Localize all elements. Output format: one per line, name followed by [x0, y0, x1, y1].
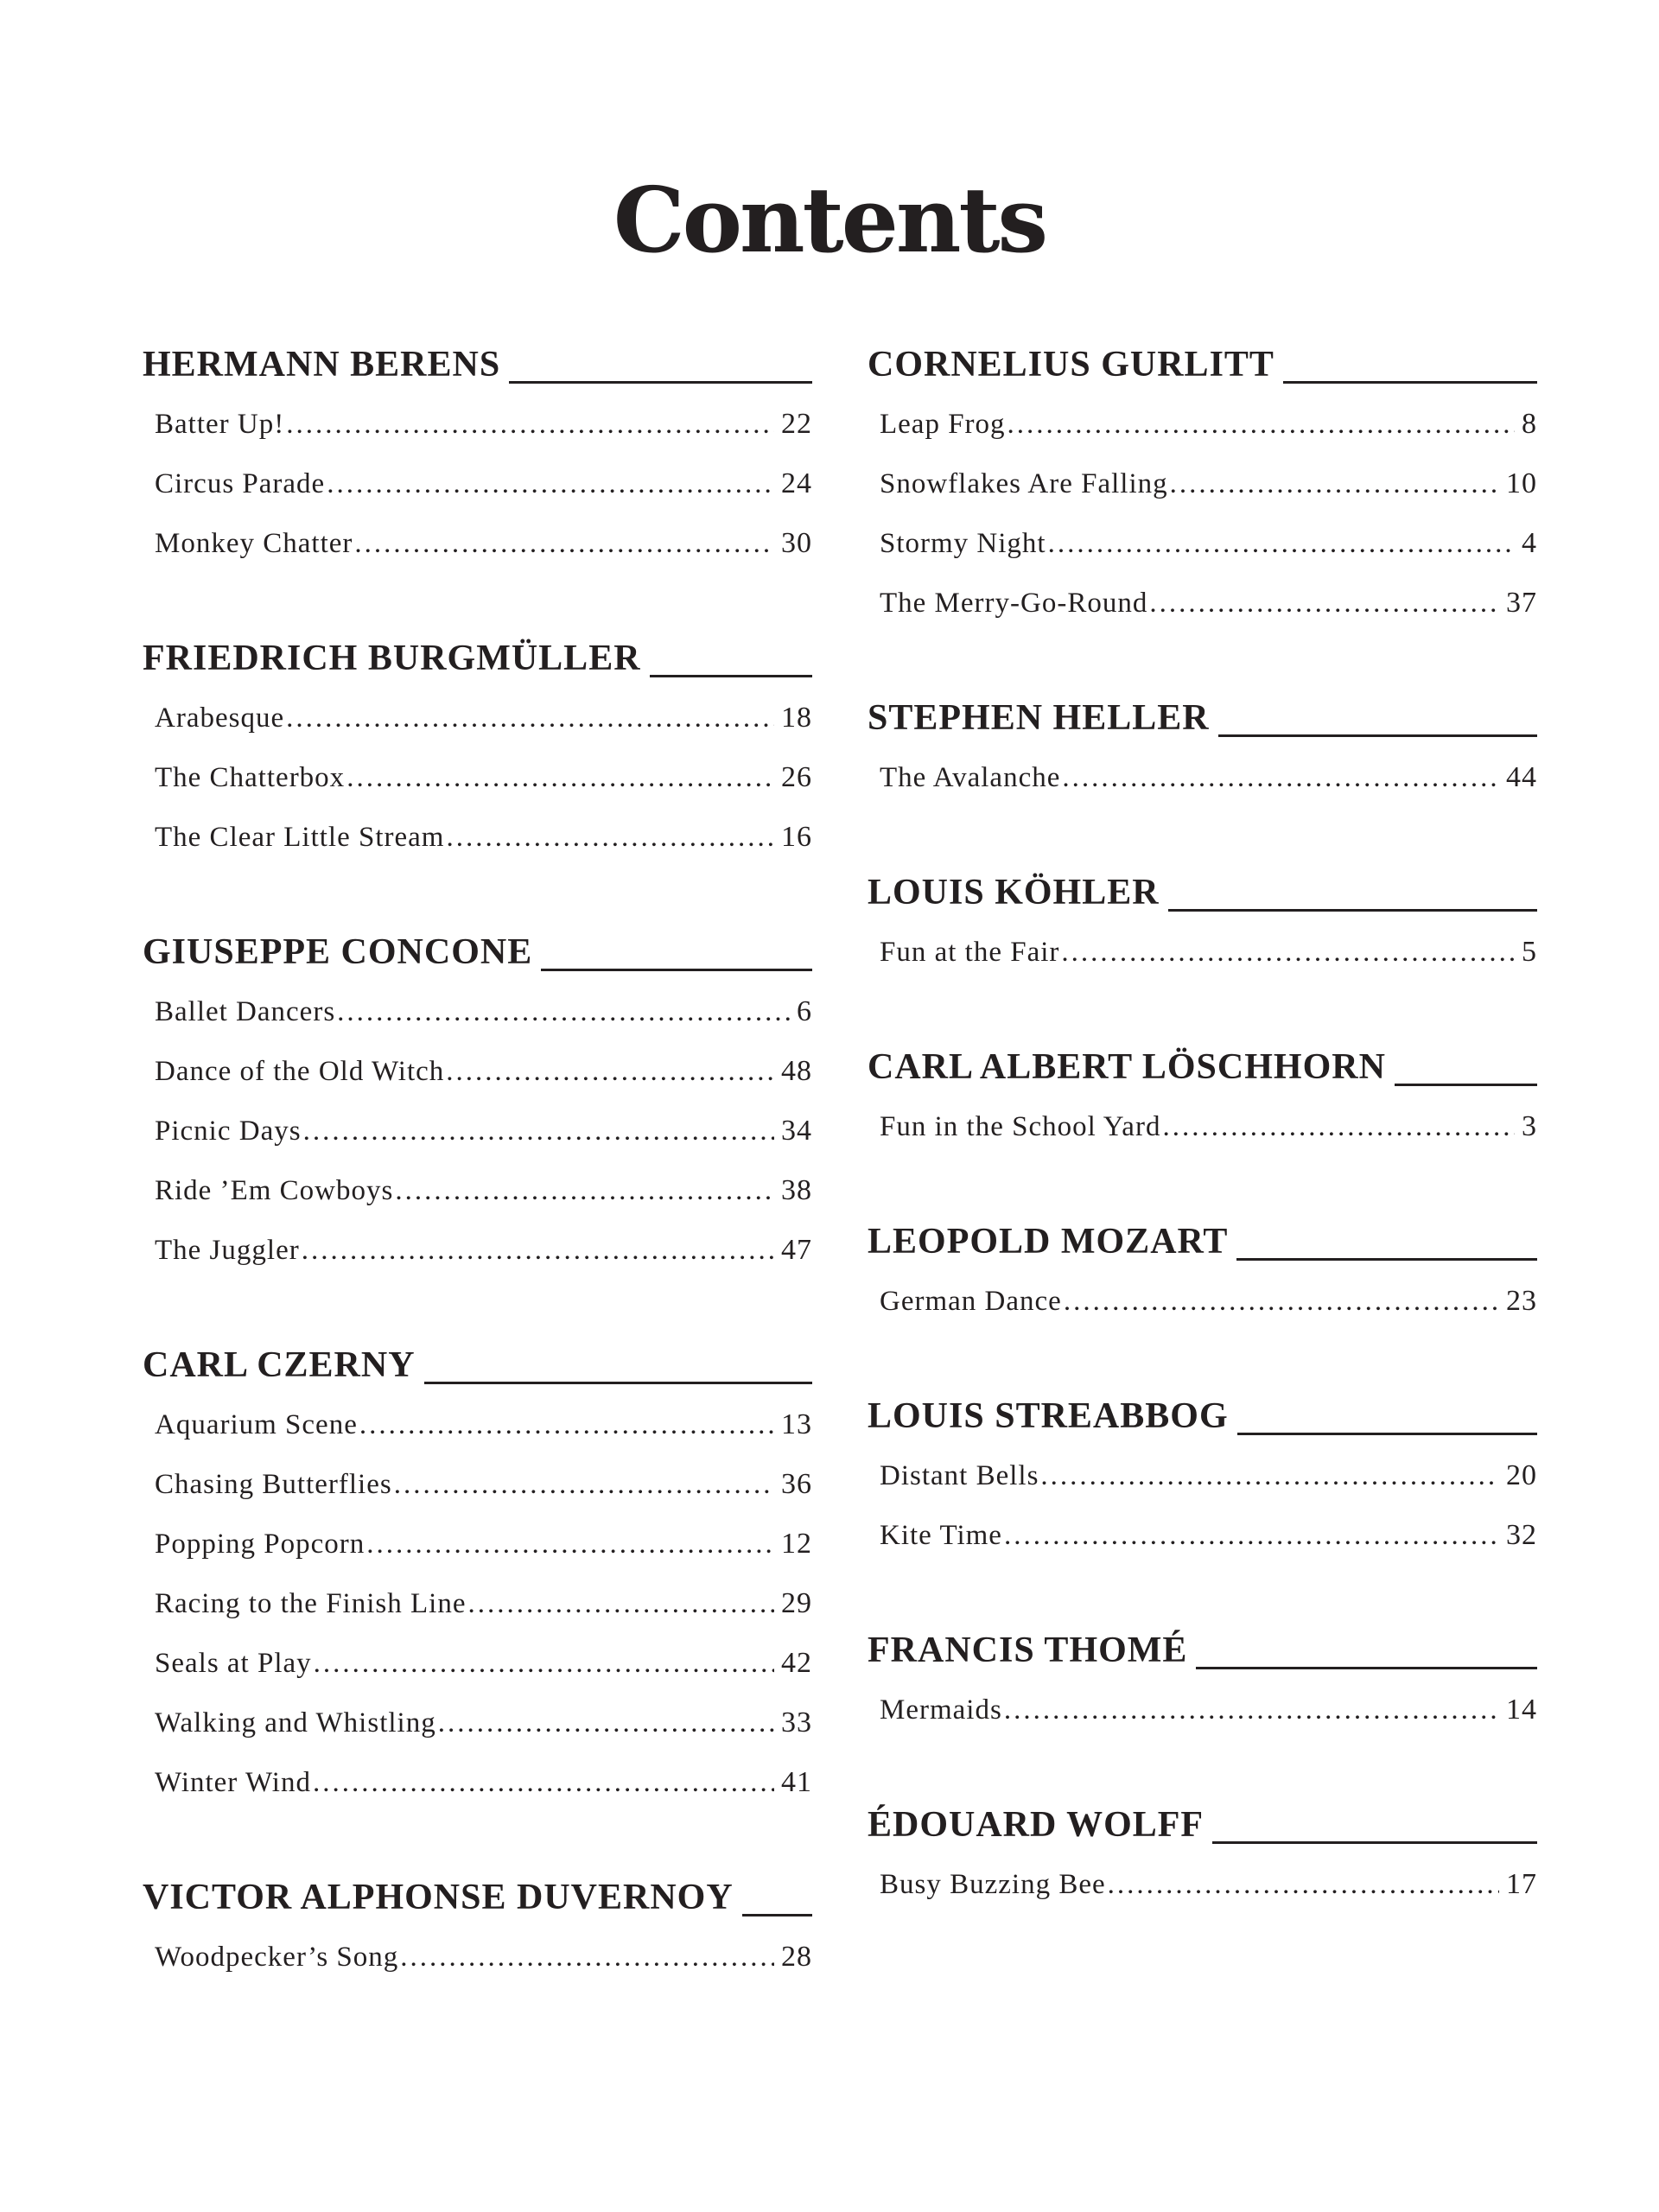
piece-list [868, 1854, 1537, 1914]
piece-list [143, 688, 812, 867]
piece-title: Chasing Butterflies [155, 1469, 392, 1500]
piece-title: Snowflakes Are Falling [880, 468, 1168, 499]
toc-entry[interactable] [143, 513, 812, 573]
piece-title: Fun in the School Yard [880, 1111, 1161, 1142]
composer-name: STEPHEN HELLER [868, 698, 1210, 738]
page-number: 30 [781, 527, 812, 559]
toc-entry[interactable] [143, 747, 812, 807]
piece-title: The Chatterbox [155, 762, 346, 793]
toc-entry[interactable] [868, 573, 1537, 632]
piece-title: Racing to the Finish Line [155, 1588, 467, 1619]
page-number: 13 [781, 1408, 812, 1440]
dot-leader [467, 1574, 774, 1634]
toc-entry[interactable] [143, 394, 812, 454]
heading-rule [509, 381, 812, 384]
dot-leader [366, 1515, 774, 1574]
toc-entry[interactable] [868, 1854, 1537, 1914]
dot-leader [1004, 1506, 1499, 1566]
toc-entry[interactable] [868, 922, 1537, 982]
toc-entry[interactable] [143, 1752, 812, 1812]
composer-heading [868, 1799, 1537, 1847]
composer-name: VICTOR ALPHONSE DUVERNOY [143, 1878, 734, 1917]
composer-section [143, 1339, 812, 1812]
composer-section [868, 1390, 1537, 1565]
composer-heading [868, 339, 1537, 387]
right-column [868, 339, 1537, 1914]
page-title: Contents [613, 167, 1046, 273]
page-number: 34 [781, 1115, 812, 1147]
composer-name: FRIEDRICH BURGMÜLLER [143, 639, 641, 678]
composer-heading [143, 632, 812, 681]
heading-rule [650, 675, 812, 677]
composer-name: FRANCIS THOMÉ [868, 1630, 1188, 1670]
dot-leader [395, 1161, 774, 1221]
dot-leader [446, 808, 774, 868]
dot-leader [438, 1694, 774, 1753]
page-number: 5 [1522, 936, 1537, 968]
composer-name: LEOPOLD MOZART [868, 1222, 1229, 1262]
piece-list [868, 747, 1537, 807]
page-number: 41 [781, 1766, 812, 1798]
page-number: 33 [781, 1707, 812, 1738]
heading-rule [1236, 1258, 1537, 1261]
heading-rule [1196, 1667, 1537, 1669]
composer-heading [868, 1041, 1537, 1090]
page-number: 42 [781, 1647, 812, 1679]
composer-name: GIUSEPPE CONCONE [143, 932, 533, 972]
piece-list [868, 394, 1537, 632]
composer-section [143, 339, 812, 573]
page-number: 47 [781, 1234, 812, 1266]
dot-leader [286, 395, 774, 454]
page-number: 29 [781, 1587, 812, 1619]
piece-title: Fun at the Fair [880, 937, 1060, 968]
dot-leader [337, 982, 790, 1042]
toc-entry[interactable] [143, 1101, 812, 1160]
composer-section [868, 1624, 1537, 1739]
toc-entry[interactable] [143, 454, 812, 513]
heading-rule [424, 1382, 812, 1384]
composer-section [143, 632, 812, 867]
toc-entry[interactable] [868, 1680, 1537, 1739]
piece-title: Ballet Dancers [155, 996, 336, 1027]
piece-title: Picnic Days [155, 1116, 302, 1147]
dot-leader [327, 454, 774, 514]
dot-leader [346, 748, 774, 808]
composer-heading [143, 926, 812, 975]
page-number: 22 [781, 408, 812, 440]
piece-title: Distant Bells [880, 1460, 1039, 1491]
piece-title: Kite Time [880, 1520, 1002, 1551]
piece-title: Circus Parade [155, 468, 326, 499]
dot-leader [1064, 1272, 1499, 1332]
composer-name: ÉDOUARD WOLFF [868, 1805, 1205, 1845]
piece-list [143, 982, 812, 1280]
page-number: 17 [1506, 1868, 1537, 1900]
dot-leader [286, 689, 774, 748]
toc-entry[interactable] [868, 513, 1537, 573]
piece-list [868, 1680, 1537, 1739]
heading-rule [1395, 1084, 1537, 1086]
dot-leader [314, 1634, 774, 1694]
dot-leader [1007, 395, 1515, 454]
page-number: 3 [1522, 1110, 1537, 1142]
piece-title: Walking and Whistling [155, 1707, 436, 1738]
heading-rule [742, 1914, 812, 1916]
piece-title: Monkey Chatter [155, 528, 353, 559]
composer-section [868, 867, 1537, 982]
dot-leader [1149, 574, 1499, 633]
page-number: 6 [797, 995, 812, 1027]
dot-leader [359, 1395, 774, 1455]
dot-leader [354, 514, 774, 574]
composer-heading [143, 339, 812, 387]
piece-title: Mermaids [880, 1694, 1002, 1726]
dot-leader [394, 1455, 774, 1515]
composer-heading [868, 867, 1537, 915]
dot-leader [1048, 514, 1515, 574]
piece-title: Batter Up! [155, 409, 285, 440]
toc-entry[interactable] [868, 1446, 1537, 1505]
page-number: 26 [781, 761, 812, 793]
composer-heading [143, 1339, 812, 1388]
dot-leader [1061, 923, 1515, 982]
composer-section [868, 1799, 1537, 1914]
page-number: 20 [1506, 1459, 1537, 1491]
dot-leader [1162, 1097, 1515, 1157]
page-number: 4 [1522, 527, 1537, 559]
page-number: 37 [1506, 587, 1537, 619]
piece-list [868, 1446, 1537, 1565]
toc-entry[interactable] [868, 1096, 1537, 1156]
composer-name: LOUIS STREABBOG [868, 1396, 1229, 1436]
dot-leader [1170, 454, 1499, 514]
page-number: 28 [781, 1941, 812, 1973]
composer-heading [868, 1624, 1537, 1673]
heading-rule [1237, 1433, 1537, 1435]
composer-section [868, 339, 1537, 632]
dot-leader [313, 1753, 774, 1813]
toc-entry[interactable] [868, 394, 1537, 454]
toc-entry[interactable] [143, 1693, 812, 1752]
toc-entry[interactable] [143, 688, 812, 747]
piece-list [868, 1271, 1537, 1331]
piece-list [143, 1927, 812, 1986]
heading-rule [1168, 909, 1537, 912]
heading-rule [1218, 734, 1537, 737]
dot-leader [302, 1221, 774, 1281]
piece-title: German Dance [880, 1286, 1062, 1317]
toc-entry[interactable] [868, 454, 1537, 513]
page-number: 12 [781, 1528, 812, 1560]
composer-heading [143, 1872, 812, 1920]
composer-name: CARL ALBERT LÖSCHHORN [868, 1047, 1386, 1087]
piece-title: Seals at Play [155, 1648, 312, 1679]
composer-section [143, 926, 812, 1280]
piece-title: Leap Frog [880, 409, 1006, 440]
toc-entry[interactable] [143, 1454, 812, 1514]
page-number: 16 [781, 821, 812, 853]
page-number: 14 [1506, 1694, 1537, 1726]
toc-entry[interactable] [143, 807, 812, 867]
page-number: 24 [781, 467, 812, 499]
page-number: 44 [1506, 761, 1537, 793]
composer-name: CORNELIUS GURLITT [868, 345, 1274, 385]
piece-title: Arabesque [155, 702, 285, 734]
dot-leader [1108, 1855, 1499, 1915]
page-number: 32 [1506, 1519, 1537, 1551]
composer-name: LOUIS KÖHLER [868, 873, 1160, 912]
page-number: 10 [1506, 467, 1537, 499]
heading-rule [1283, 381, 1537, 384]
page-number: 36 [781, 1468, 812, 1500]
toc-entry[interactable] [143, 1160, 812, 1220]
piece-title: Popping Popcorn [155, 1529, 365, 1560]
composer-heading [868, 1390, 1537, 1439]
left-column [143, 339, 812, 1986]
page-number: 38 [781, 1174, 812, 1206]
composer-heading [868, 692, 1537, 741]
toc-entry[interactable] [143, 1633, 812, 1693]
dot-leader [1040, 1446, 1499, 1506]
page-number: 48 [781, 1055, 812, 1087]
composer-section [868, 692, 1537, 807]
page-number: 18 [781, 702, 812, 734]
composer-name: HERMANN BERENS [143, 345, 501, 385]
composer-section [868, 1216, 1537, 1331]
toc-entry[interactable] [868, 1505, 1537, 1565]
heading-rule [541, 969, 812, 971]
toc-entry[interactable] [143, 1514, 812, 1573]
composer-section [868, 1041, 1537, 1156]
piece-title: Stormy Night [880, 528, 1046, 559]
toc-entry[interactable] [868, 747, 1537, 807]
composer-section [143, 1872, 812, 1986]
toc-entry[interactable] [143, 1395, 812, 1454]
dot-leader [1062, 748, 1499, 808]
page-number: 8 [1522, 408, 1537, 440]
composer-name: CARL CZERNY [143, 1345, 416, 1385]
piece-title: The Merry-Go-Round [880, 588, 1148, 619]
dot-leader [400, 1928, 774, 1987]
toc-entry[interactable] [143, 1041, 812, 1101]
piece-title: Winter Wind [155, 1767, 311, 1798]
dot-leader [303, 1102, 774, 1161]
toc-entry[interactable] [143, 1573, 812, 1633]
dot-leader [446, 1042, 774, 1102]
page-number: 23 [1506, 1285, 1537, 1317]
toc-entry[interactable] [868, 1271, 1537, 1331]
toc-entry[interactable] [143, 1927, 812, 1986]
piece-list [868, 922, 1537, 982]
piece-list [143, 1395, 812, 1812]
piece-title: Woodpecker’s Song [155, 1942, 399, 1973]
heading-rule [1212, 1841, 1537, 1844]
piece-title: Aquarium Scene [155, 1409, 358, 1440]
piece-title: The Clear Little Stream [155, 822, 445, 853]
toc-entry[interactable] [143, 1220, 812, 1280]
piece-title: The Avalanche [880, 762, 1061, 793]
piece-list [868, 1096, 1537, 1156]
piece-title: Ride ’Em Cowboys [155, 1175, 394, 1206]
dot-leader [1004, 1681, 1499, 1740]
piece-list [143, 394, 812, 573]
piece-title: Dance of the Old Witch [155, 1056, 445, 1087]
toc-entry[interactable] [143, 982, 812, 1041]
piece-title: The Juggler [155, 1235, 300, 1266]
composer-heading [868, 1216, 1537, 1264]
piece-title: Busy Buzzing Bee [880, 1869, 1106, 1900]
